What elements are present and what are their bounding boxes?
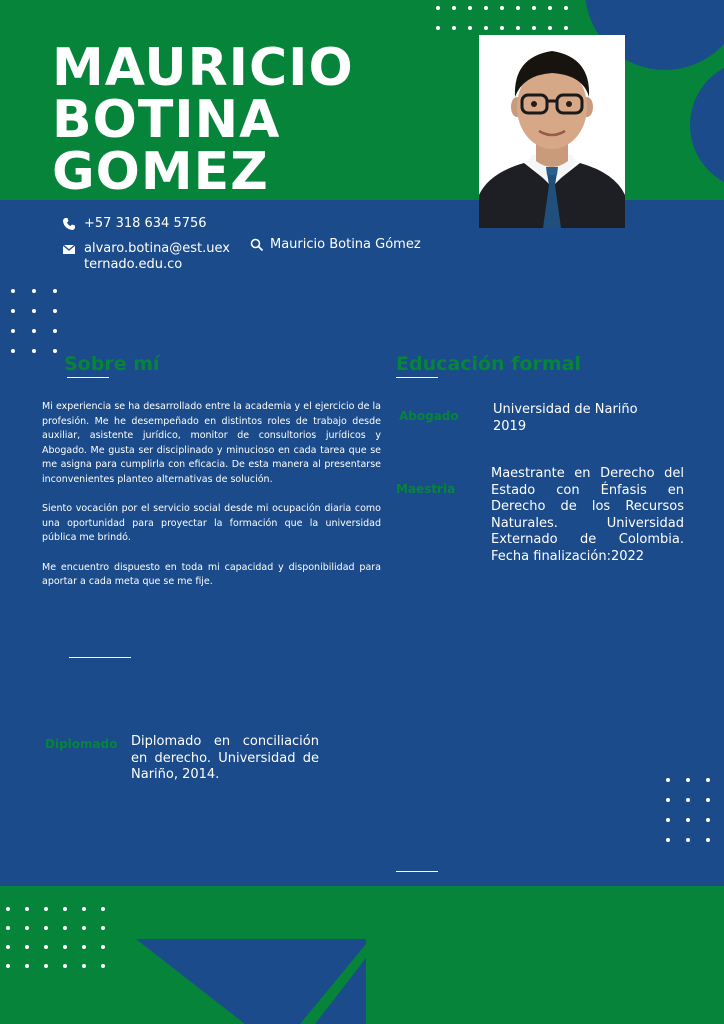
search-icon bbox=[250, 238, 264, 252]
about-paragraph: Siento vocación por el servicio social desde mi ocupación diaria como una oportunidad para proyectar la formación que la universidad pública me brindó. bbox=[42, 503, 381, 544]
divider-line bbox=[396, 871, 438, 872]
about-paragraph: Me encuentro dispuesto en toda mi capacidad y disponibilidad para aportar a cada meta que se me fije. bbox=[42, 561, 381, 588]
education-title: Educación formal bbox=[396, 353, 581, 375]
decorative-dots bbox=[6, 907, 105, 968]
contact-profile[interactable] bbox=[250, 237, 430, 253]
decorative-dots bbox=[666, 778, 710, 842]
contact-phone[interactable] bbox=[62, 216, 262, 232]
education-detail-abogado: Universidad de Nariño 2019 bbox=[493, 402, 638, 434]
profile-photo bbox=[479, 35, 625, 228]
footer-shapes bbox=[0, 886, 724, 1024]
education-detail-maestria: Maestrante en Derecho del Estado con Énfasis en Derecho de los Recursos Naturales. Universidad Externado de Colombia. Fecha finalización:2022 bbox=[491, 466, 684, 564]
candidate-name: MAURICIO BOTINA GOMEZ bbox=[52, 38, 354, 202]
phone-icon bbox=[62, 217, 76, 231]
email-icon bbox=[62, 242, 76, 256]
education-label-maestria: Maestria bbox=[396, 482, 456, 496]
about-title: Sobre mí bbox=[64, 353, 160, 375]
about-paragraph: Mi experiencia se ha desarrollado entre la academia y el ejercicio de la profesión. Me he desempeñado en distintos roles de trabajo desde auxiliar, asistente jurídico, monitor de consultorios jurídicos y Abogado. Me gusta ser disciplinado y minucioso en cada tarea que se me asigna para cumplirla con eficacia. De esta manera al presentarse inconvenientes planteo alternativas de solución. bbox=[42, 401, 381, 485]
diploma-label: Diplomado bbox=[45, 737, 118, 751]
about-title-underline bbox=[67, 377, 109, 378]
decorative-dots bbox=[11, 289, 57, 353]
phone-number: +57 318 634 5756 bbox=[84, 216, 207, 231]
diploma-detail: Diplomado en conciliación en derecho. Universidad de Nariño, 2014. bbox=[131, 734, 319, 782]
profile-name: Mauricio Botina Gómez bbox=[270, 237, 421, 252]
education-title-underline bbox=[396, 377, 438, 378]
divider-line bbox=[69, 657, 131, 658]
decorative-dots bbox=[436, 6, 568, 30]
education-label-abogado: Abogado bbox=[399, 409, 459, 423]
email-address: alvaro.botina@est.uex ternado.edu.co bbox=[84, 241, 230, 272]
about-text bbox=[42, 400, 381, 604]
contact-email[interactable] bbox=[62, 241, 232, 275]
